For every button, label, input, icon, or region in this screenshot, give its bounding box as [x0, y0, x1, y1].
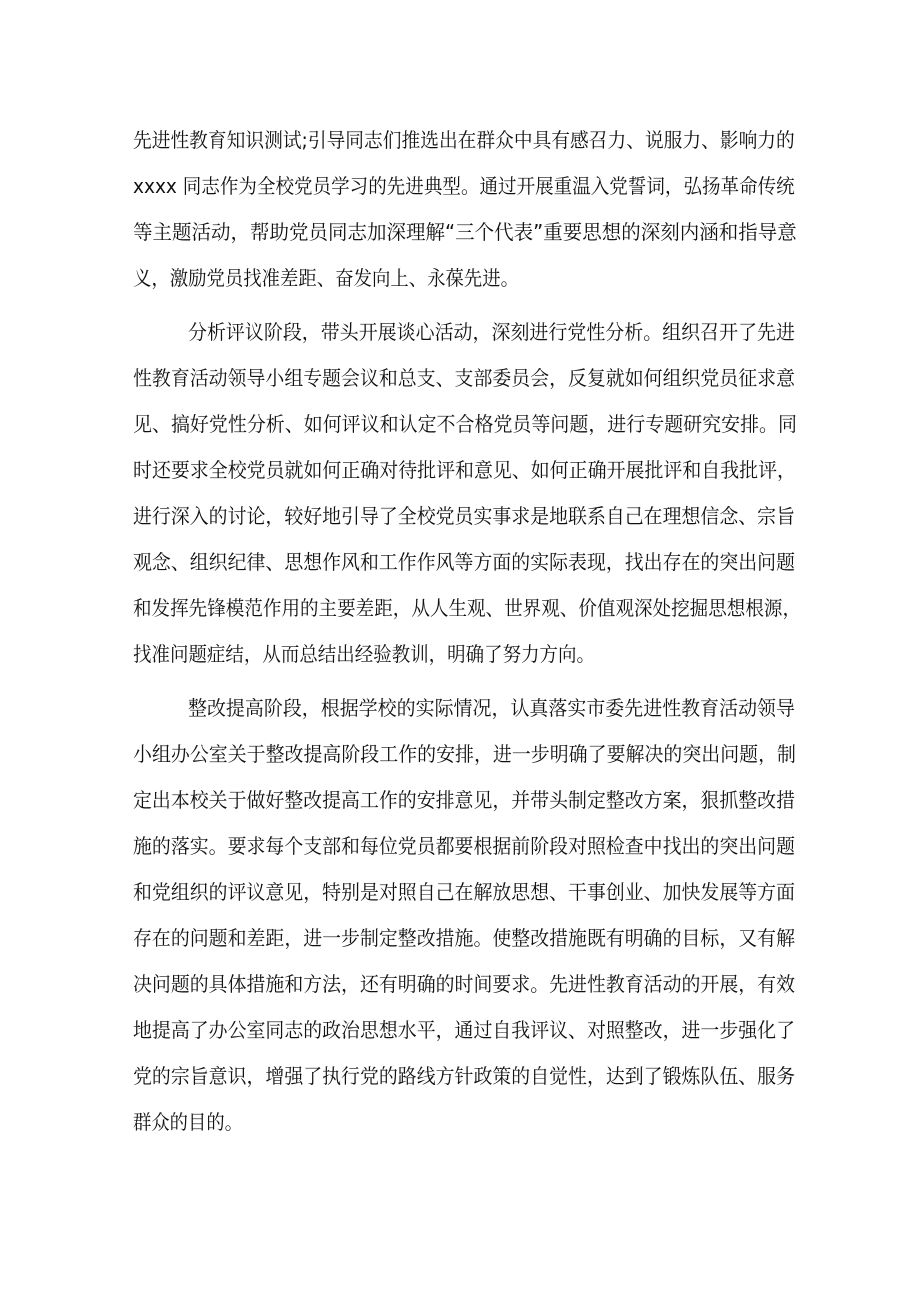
text-line: 时还要求全校党员就如何正确对待批评和意见、如何正确开展批评和自我批评，	[133, 458, 796, 482]
text-line: 等主题活动，帮助党员同志加深理解“三个代表”重要思想的深刻内涵和指导意	[133, 220, 797, 244]
text-line: 见、搞好党性分析、如何评议和认定不合格党员等问题，进行专题研究安排。同	[133, 412, 797, 436]
text-line: 存在的问题和差距，进一步制定整改措施。使整改措施既有明确的目标，又有解	[133, 926, 795, 950]
text-line: 党的宗旨意识，增强了执行党的路线方针政策的自觉性，达到了锻炼队伍、服务	[133, 1064, 795, 1088]
text-line: 决问题的具体措施和方法，还有明确的时间要求。先进性教育活动的开展，有效	[133, 972, 795, 996]
text-line: 小组办公室关于整改提高阶段工作的安排，进一步明确了要解决的突出问题，制	[133, 742, 796, 766]
text-line: 地提高了办公室同志的政治思想水平，通过自我评议、对照整改，进一步强化了	[133, 1018, 795, 1042]
text-line: 分析评议阶段，带头开展谈心活动，深刻进行党性分析。组织召开了先进	[188, 320, 795, 344]
text-line: 找准问题症结，从而总结出经验教训，明确了努力方向。	[133, 642, 595, 666]
text-line: 定出本校关于做好整改提高工作的安排意见，并带头制定整改方案，狠抓整改措	[133, 788, 795, 812]
text-line: 先进性教育知识测试;引导同志们推选出在群众中具有感召力、说服力、影响力的	[133, 128, 795, 152]
text-line: 进行深入的讨论，较好地引导了全校党员实事求是地联系自己在理想信念、宗旨	[133, 504, 795, 528]
text-line: 义，激励党员找准差距、奋发向上、永葆先进。	[133, 266, 519, 290]
text-line: 观念、组织纪律、思想作风和工作作风等方面的实际表现，找出存在的突出问题	[133, 550, 795, 574]
text-line: 和发挥先锋模范作用的主要差距，从人生观、世界观、价值观深处挖掘思想根源，	[133, 596, 801, 620]
text-line: 施的落实。要求每个支部和每位党员都要根据前阶段对照检查中找出的突出问题	[133, 834, 795, 858]
text-line: 整改提高阶段，根据学校的实际情况，认真落实市委先进性教育活动领导	[188, 696, 795, 720]
text-line: 和党组织的评议意见，特别是对照自己在解放思想、干事创业、加快发展等方面	[133, 880, 795, 904]
text-line: xxxx 同志作为全校党员学习的先进典型。通过开展重温入党誓词，弘扬革命传统	[133, 174, 795, 198]
text-line: 性教育活动领导小组专题会议和总支、支部委员会，反复就如何组织党员征求意	[133, 366, 795, 390]
text-line: 群众的目的。	[133, 1110, 243, 1134]
